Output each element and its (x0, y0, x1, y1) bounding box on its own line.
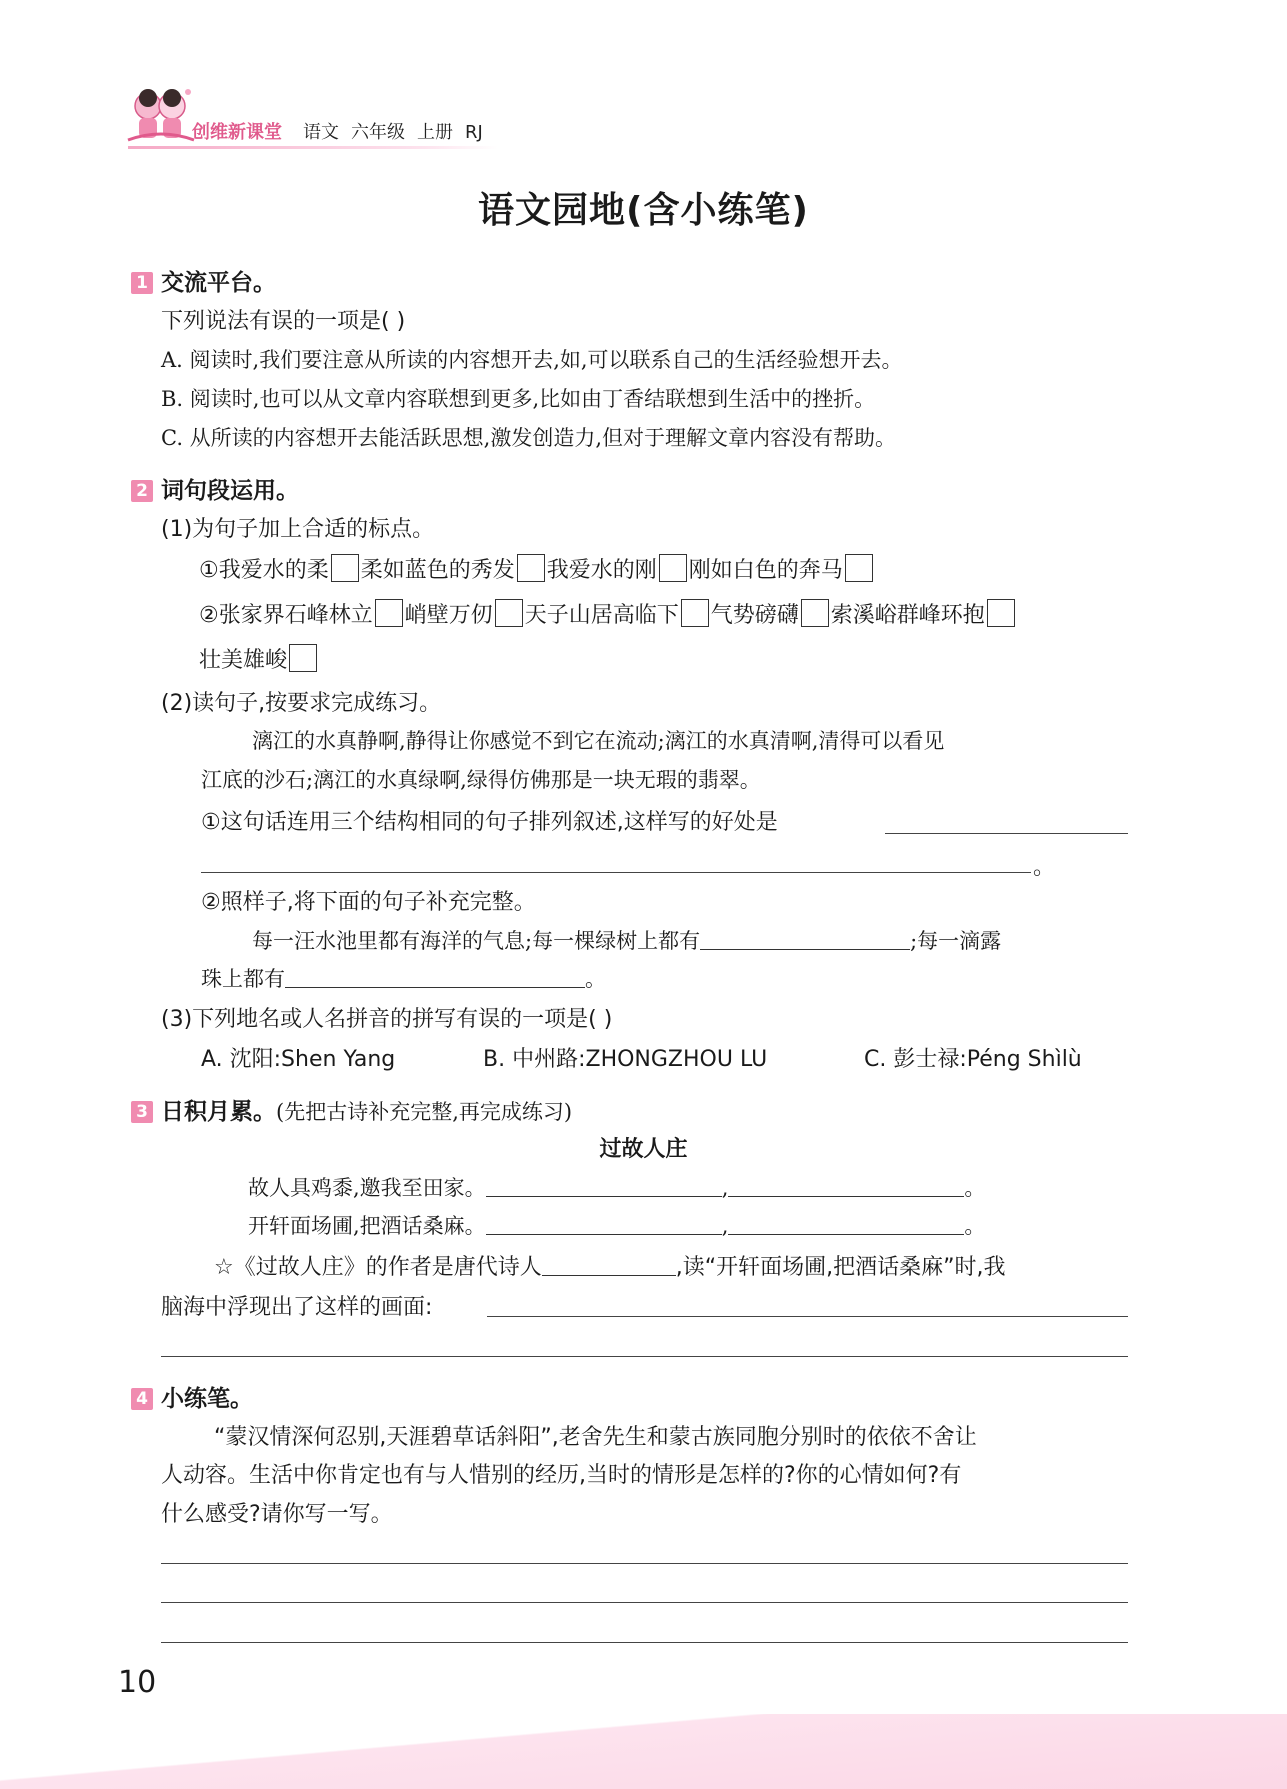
s2-p3-option-c: C. 彭士禄:Péng Shìlù (864, 1047, 1082, 1072)
answer-line[interactable] (487, 1316, 1128, 1317)
answer-line[interactable] (161, 1356, 1128, 1357)
s1-option-c: C. 从所读的内容想开去能活跃思想,激发创造力,但对于理解文章内容没有帮助。 (161, 426, 897, 450)
s2-passage-line1: 漓江的水真静啊,静得让你感觉不到它在流动;漓江的水真清啊,清得可以看见 (252, 729, 945, 753)
punctuation-box[interactable] (801, 599, 829, 627)
answer-blank[interactable] (700, 929, 910, 950)
header-mascot-icon (126, 84, 196, 148)
answer-blank[interactable] (728, 1214, 964, 1235)
header-subject: 语文 (303, 122, 339, 143)
answer-line[interactable] (885, 833, 1128, 834)
answer-blank[interactable] (728, 1176, 964, 1197)
section-3-note: (先把古诗补充完整,再完成练习) (276, 1100, 573, 1124)
text-segment: 峭壁万仞 (404, 603, 493, 628)
s2-sentence-line1 (252, 925, 1001, 955)
poem-title: 过故人庄 (599, 1137, 688, 1162)
s3-question-line1 (214, 1250, 1006, 1281)
section-2-heading (131, 472, 299, 505)
s2-p3-label: (3)下列地名或人名拼音的拼写有误的一项是( ) (161, 1007, 613, 1032)
section-2-title: 词句段运用。 (161, 478, 299, 504)
s1-question: 下列说法有误的一项是( ) (161, 309, 406, 334)
section-number-badge: 3 (131, 1101, 153, 1123)
writing-line[interactable] (161, 1602, 1128, 1603)
header-grade: 六年级 (351, 122, 405, 143)
text-segment: ;每一滴露 (910, 929, 1002, 953)
text-segment: 。 (585, 967, 606, 991)
section-4-title: 小练笔。 (161, 1386, 253, 1412)
page-title: 语文园地(含小练笔) (478, 190, 809, 231)
text-segment: 。 (964, 1214, 986, 1238)
text-segment: 索溪峪群峰环抱 (830, 603, 985, 628)
answer-blank[interactable] (486, 1176, 722, 1197)
punctuation-box[interactable] (659, 554, 687, 582)
text-segment: 每一汪水池里都有海洋的气息;每一棵绿树上都有 (252, 929, 701, 953)
s2-p2-label: (2)读句子,按要求完成练习。 (161, 691, 442, 716)
text-segment: 壮美雄峻 (199, 648, 288, 673)
answer-line[interactable] (201, 872, 1031, 873)
s4-text-line2: 人动容。生活中你肯定也有与人惜别的经历,当时的情形是怎样的?你的心情如何?有 (161, 1463, 962, 1488)
writing-line[interactable] (161, 1563, 1128, 1564)
s2-q1: ①这句话连用三个结构相同的句子排列叙述,这样写的好处是 (201, 810, 778, 835)
text-segment: 天子山居高临下 (524, 603, 679, 628)
punctuation-box[interactable] (375, 599, 403, 627)
text-segment: 柔如蓝色的秀发 (360, 558, 515, 583)
punctuation-box[interactable] (845, 554, 873, 582)
header-subtitle (303, 118, 495, 144)
answer-blank[interactable] (486, 1214, 722, 1235)
s2-p1-line3 (199, 643, 319, 674)
section-3-title: 日积月累。 (161, 1099, 276, 1125)
header-volume: 上册 (417, 122, 453, 143)
punctuation-box[interactable] (681, 599, 709, 627)
text-segment: ,读“开轩面场圃,把酒话桑麻”时,我 (675, 1255, 1006, 1280)
answer-blank[interactable] (285, 967, 585, 988)
punctuation-box[interactable] (495, 599, 523, 627)
text-segment: 故人具鸡黍,邀我至田家。 (248, 1176, 486, 1200)
section-4-heading (131, 1380, 253, 1413)
poem-line-1 (248, 1172, 985, 1202)
poem-line-2 (248, 1210, 985, 1240)
punctuation-box[interactable] (331, 554, 359, 582)
s2-passage-line2: 江底的沙石;漓江的水真绿啊,绿得仿佛那是一块无瑕的翡翠。 (201, 768, 761, 792)
punctuation-box[interactable] (517, 554, 545, 582)
header-rule (128, 146, 498, 149)
section-number-badge: 4 (131, 1388, 153, 1410)
s2-p3-option-a: A. 沈阳:Shen Yang (201, 1047, 396, 1072)
s4-text-line3: 什么感受?请你写一写。 (161, 1502, 393, 1527)
text-segment: , (721, 1214, 729, 1238)
text-segment: 我爱水的刚 (546, 558, 657, 583)
text-segment: ☆《过故人庄》的作者是唐代诗人 (214, 1255, 542, 1280)
text-segment: 刚如白色的奔马 (688, 558, 843, 583)
section-1-title: 交流平台。 (161, 270, 276, 296)
writing-line[interactable] (161, 1642, 1128, 1643)
s1-option-b: B. 阅读时,也可以从文章内容联想到更多,比如由丁香结联想到生活中的挫折。 (161, 387, 876, 411)
header-edition: RJ (465, 122, 483, 143)
text-segment: 开轩面场圃,把酒话桑麻。 (248, 1214, 486, 1238)
text-segment: ①我爱水的柔 (199, 558, 329, 583)
page-number: 10 (118, 1665, 157, 1700)
text-segment: 。 (964, 1176, 986, 1200)
section-number-badge: 1 (131, 272, 153, 294)
section-3-heading (131, 1093, 572, 1126)
s2-p1-line1 (199, 553, 875, 584)
punctuation-box[interactable] (289, 644, 317, 672)
section-number-badge: 2 (131, 480, 153, 502)
s2-q1-end: 。 (1033, 855, 1056, 880)
s3-question-line2: 脑海中浮现出了这样的画面: (161, 1295, 433, 1320)
footer-band (0, 1714, 1287, 1789)
text-segment: 珠上都有 (201, 967, 285, 991)
text-segment: ②张家界石峰林立 (199, 603, 373, 628)
header-brand: 创维新课堂 (192, 122, 282, 143)
s2-p3-option-b: B. 中州路:ZHONGZHOU LU (483, 1047, 768, 1072)
answer-blank[interactable] (542, 1255, 676, 1276)
s2-q2: ②照样子,将下面的句子补充完整。 (201, 890, 536, 915)
punctuation-box[interactable] (987, 599, 1015, 627)
section-1-heading (131, 264, 276, 297)
s4-text-line1: “蒙汉情深何忍别,天涯碧草话斜阳”,老舍先生和蒙古族同胞分别时的依依不舍让 (214, 1425, 977, 1450)
text-segment: 气势磅礴 (710, 603, 799, 628)
s2-p1-line2 (199, 598, 1017, 629)
s2-p1-label: (1)为句子加上合适的标点。 (161, 517, 435, 542)
s2-sentence-line2 (201, 963, 606, 993)
s1-option-a: A. 阅读时,我们要注意从所读的内容想开去,如,可以联系自己的生活经验想开去。 (161, 348, 903, 372)
text-segment: , (721, 1176, 729, 1200)
